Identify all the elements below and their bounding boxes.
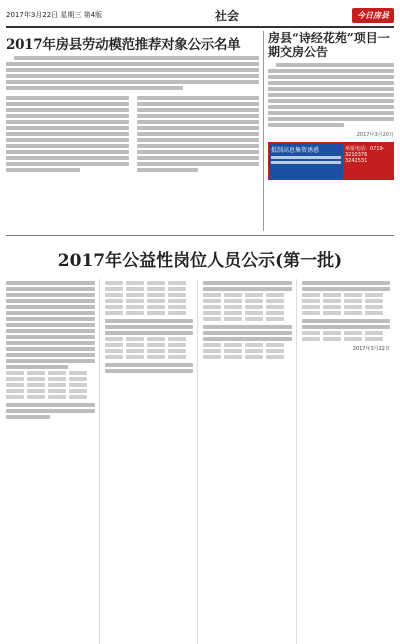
ad-left: 抵制高息集资诱惑 [269, 143, 343, 179]
upper-section [6, 31, 394, 231]
ad-right: 举报电话：0719-3210376 3242531 [343, 143, 393, 179]
story3-headline: 2017年公益性岗位人员公示(第一批) [57, 251, 343, 271]
story-public-jobs [6, 279, 394, 644]
story1-headline: 2017年房县劳动模范推荐对象公示名单 [6, 37, 241, 53]
story2-headline: 房县“诗经花苑”项目一期交房公告 [268, 31, 390, 59]
brand-logo: 今日房县 [352, 8, 394, 23]
anti-fraud-ad [268, 142, 394, 180]
story3-date: 2017年3月22日 [352, 346, 390, 352]
candidate-list [6, 94, 259, 174]
column-1 [6, 279, 100, 644]
story2-date: 2017年3月20日 [356, 132, 394, 138]
column-3 [203, 279, 297, 644]
column-2 [105, 279, 199, 644]
story-labor-models [6, 31, 264, 231]
issue-date: 2017年3月22日 星期三 第4版 [6, 11, 103, 19]
section-title: 社会 [215, 8, 240, 23]
story-handover-notice [264, 31, 394, 231]
column-4 [302, 279, 395, 644]
page-header [6, 4, 394, 28]
